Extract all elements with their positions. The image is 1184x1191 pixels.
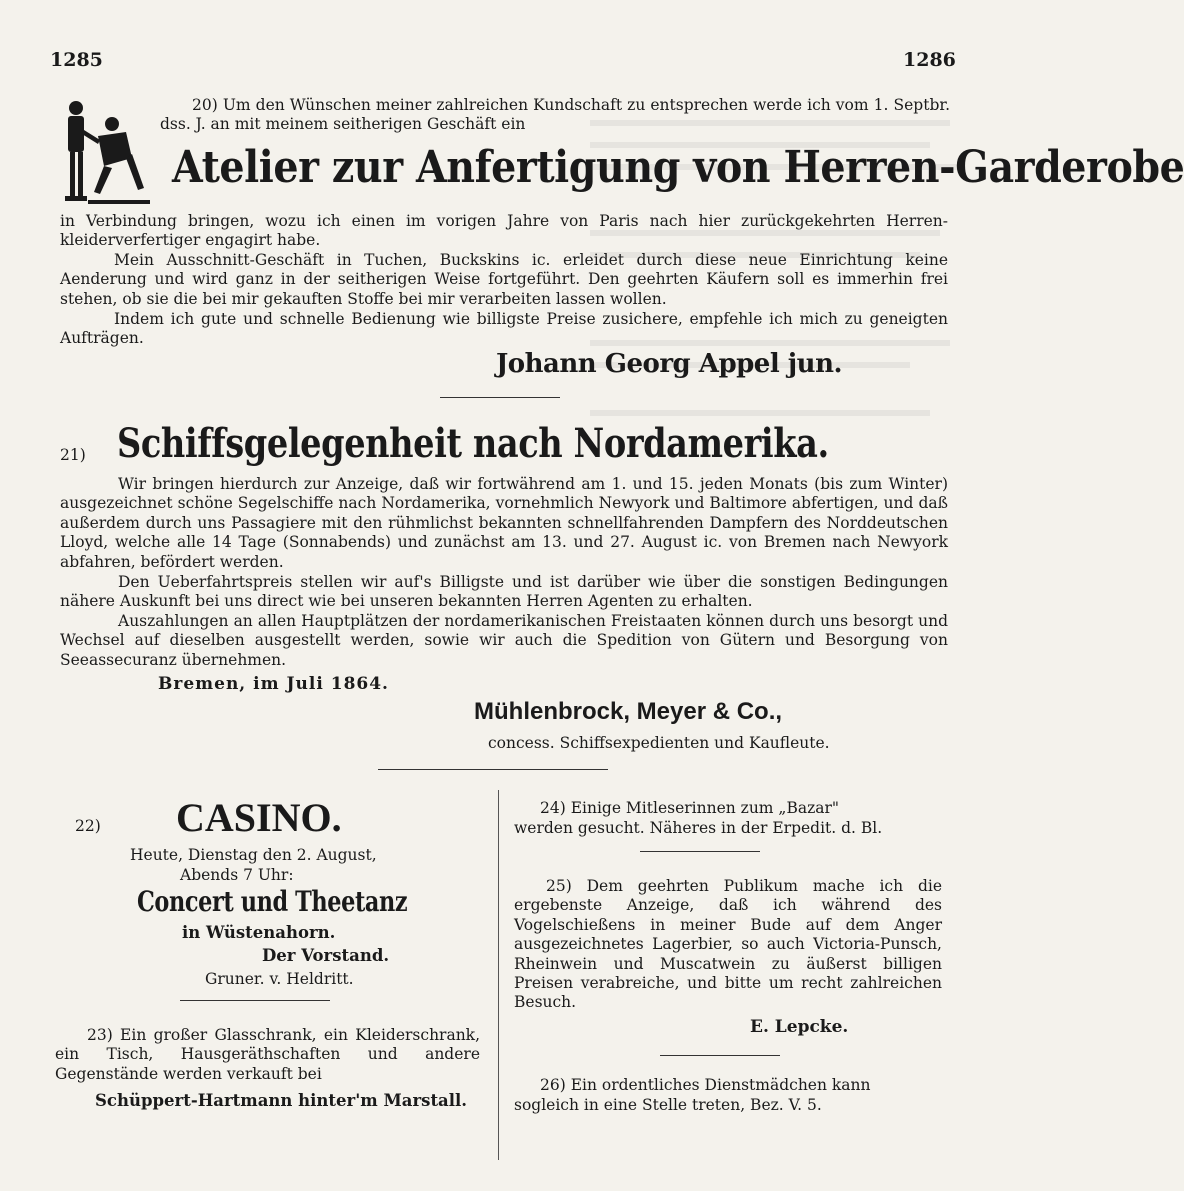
ad22-number: 22) [75,817,101,835]
ad25-signature: E. Lepcke. [750,1017,849,1037]
ad21-paragraph-3: Auszahlungen an allen Hauptplätzen der nordamerikanischen Freistaaten können durch uns besorgt und Wechsel auf dieselben ausgestellt werden, sowie wir auch die Spedition von Gütern und Besorgung von Seeassecuranz übernehmen. [60,612,948,669]
ad21-firm: Mühlenbrock, Meyer & Co., [474,698,783,725]
page-number-left: 1285 [50,49,103,71]
ad21-paragraph-1: Wir bringen hierdurch zur Anzeige, daß wir fortwährend am 1. und 15. jeden Monats (bis zum Winter) ausgezeichnet schöne Segelschiffe nach Nordamerika, vornehmlich Newyork und Baltimore abfertigen, und daß außerdem durch uns Passagiere mit den rühmlichst bekannten schnellfahrenden Dampfern des Norddeutschen Lloyd, welche alle 14 Tage (Sonnabends) und zunächst am 13. und 27. August ic. von Bremen nach Newyork abfahren, befördert werden. [60,475,948,571]
ad23-text: 23) Ein großer Glasschrank, ein Kleiderschrank, ein Tisch, Hausgeräthschaften und andere Gegenstände werden verkauft bei [55,1026,480,1083]
separator-rule [440,397,560,398]
separator-rule [640,851,760,852]
ad22-title: CASINO. [176,795,342,840]
separator-rule [378,769,608,770]
ad21-date: Bremen, im Juli 1864. [158,674,389,694]
ad21-number: 21) [60,446,86,464]
ad23-signature: Schüppert-Hartmann hinter'm Marstall. [95,1091,468,1110]
ad22-time-line: Abends 7 Uhr: [180,866,294,884]
ad21-headline: Schiffsgelegenheit nach Nordamerika. [117,420,829,467]
tailor-illustration [60,96,152,208]
ad22-organizer: Der Vorstand. [262,946,390,965]
ad20-paragraph-1: in Verbindung bringen, wozu ich einen im vorigen Jahre von Paris nach hier zurückgekehrten Herren-kleiderverfertiger engagirt habe. [60,212,948,250]
ad22-event: Concert und Theetanz [137,885,408,918]
page-number-right: 1286 [903,49,956,71]
ad25-text: 25) Dem geehrten Publikum mache ich die ergebenste Anzeige, daß ich während des Vogelschießens in meiner Bude auf dem Anger ausgezeichnetes Lagerbier, so auch Victoria-Punsch, Rheinwein und Muscatwein zu äußerst billigen Preisen verabreiche, und bitte um recht zahlreichen Besuch. [514,877,942,1012]
ad24-line-1: 24) Einige Mitleserinnen zum „Bazar" [540,799,840,817]
ad20-headline: Atelier zur Anfertigung von Herren-Garderobe [172,142,1184,193]
ad24-line-2: werden gesucht. Näheres in der Erpedit. d. Bl. [514,819,883,837]
ad20-signature: Johann Georg Appel jun. [496,349,843,379]
ad20-paragraph-3: Indem ich gute und schnelle Bedienung wie billigste Preise zusichere, empfehle ich mich zu geneigten Aufträgen. [60,310,948,348]
ad22-names: Gruner. v. Heldritt. [205,970,354,988]
ad26-line-1: 26) Ein ordentliches Dienstmädchen kann [540,1076,871,1094]
ad20-intro: 20) Um den Wünschen meiner zahlreichen Kundschaft zu entsprechen werde ich vom 1. Septbr. dss. J. an mit meinem seitherigen Geschäft ein [160,96,950,134]
ad22-place: in Wüstenahorn. [182,923,336,942]
ad21-paragraph-2: Den Ueberfahrtspreis stellen wir auf's Billigste und ist darüber wie über die sonstigen Bedingungen nähere Auskunft bei uns direct wie bei unseren bekannten Herren Agenten zu erhalten. [60,573,948,611]
ad26-line-2: sogleich in eine Stelle treten, Bez. V. 5. [514,1096,822,1114]
column-divider [498,790,499,1160]
ad21-firm-subtitle: concess. Schiffsexpedienten und Kaufleute. [488,734,830,752]
separator-rule [660,1055,780,1056]
ad22-date-line: Heute, Dienstag den 2. August, [130,846,377,864]
separator-rule [180,1000,330,1001]
ad20-paragraph-2: Mein Ausschnitt-Geschäft in Tuchen, Buckskins ic. erleidet durch diese neue Einrichtung keine Aenderung und wird ganz in der seitherigen Weise fortgeführt. Den geehrten Käufern soll es immerhin frei stehen, ob sie die bei mir gekauften Stoffe bei mir verarbeiten lassen wollen. [60,251,948,308]
